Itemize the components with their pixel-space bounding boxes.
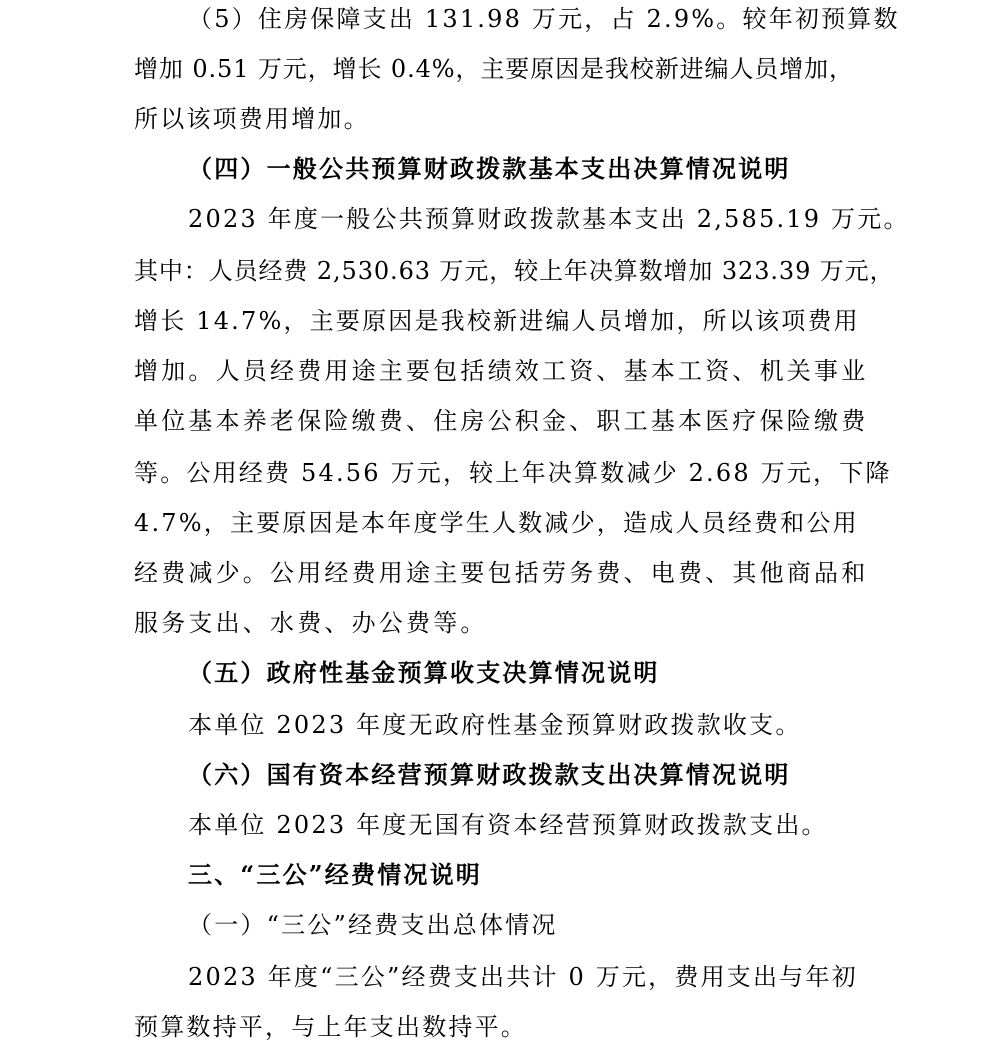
body-text-line: 本单位 2023 年度无政府性基金预算财政拨款收支。: [188, 711, 802, 739]
body-text-line: 2023 年度“三公”经费支出共计 0 万元，费用支出与年初: [188, 963, 858, 991]
body-text-line: 增加 0.51 万元，增长 0.4%，主要原因是我校新进编人员增加，: [134, 55, 854, 83]
body-text-line: 服务支出、水费、办公费等。: [134, 609, 488, 637]
section-heading: （四）一般公共预算财政拨款基本支出决算情况说明: [188, 154, 791, 183]
body-text-line: 增长 14.7%，主要原因是我校新进编人员增加，所以该项费用: [134, 307, 860, 335]
body-text-line: （5）住房保障支出 131.98 万元，占 2.9%。较年初预算数: [188, 5, 900, 33]
body-text-line: 4.7%，主要原因是本年度学生人数减少，造成人员经费和公用: [134, 509, 859, 537]
body-text-line: 预算数持平，与上年支出数持平。: [134, 1013, 527, 1041]
subsection-heading: （一）“三公”经费支出总体情况: [188, 911, 558, 939]
body-text-line: 等。公用经费 54.56 万元，较上年决算数减少 2.68 万元，下降: [134, 459, 892, 487]
body-text-line: 增加。人员经费用途主要包括绩效工资、基本工资、机关事业: [134, 357, 869, 385]
chapter-heading: 三、“三公”经费情况说明: [188, 860, 483, 889]
body-text-line: 经费减少。公用经费用途主要包括劳务费、电费、其他商品和: [134, 559, 869, 587]
body-text-line: 2023 年度一般公共预算财政拨款基本支出 2,585.19 万元。: [188, 205, 910, 233]
section-heading: （五）政府性基金预算收支决算情况说明: [188, 658, 660, 687]
body-text-line: 其中：人员经费 2,530.63 万元，较上年决算数增加 323.39 万元，: [134, 257, 895, 285]
body-text-line: 本单位 2023 年度无国有资本经营预算财政拨款支出。: [188, 811, 828, 839]
body-text-line: 所以该项费用增加。: [134, 105, 370, 133]
body-text-line: 单位基本养老保险缴费、住房公积金、职工基本医疗保险缴费: [134, 407, 869, 435]
section-heading: （六）国有资本经营预算财政拨款支出决算情况说明: [188, 760, 791, 789]
